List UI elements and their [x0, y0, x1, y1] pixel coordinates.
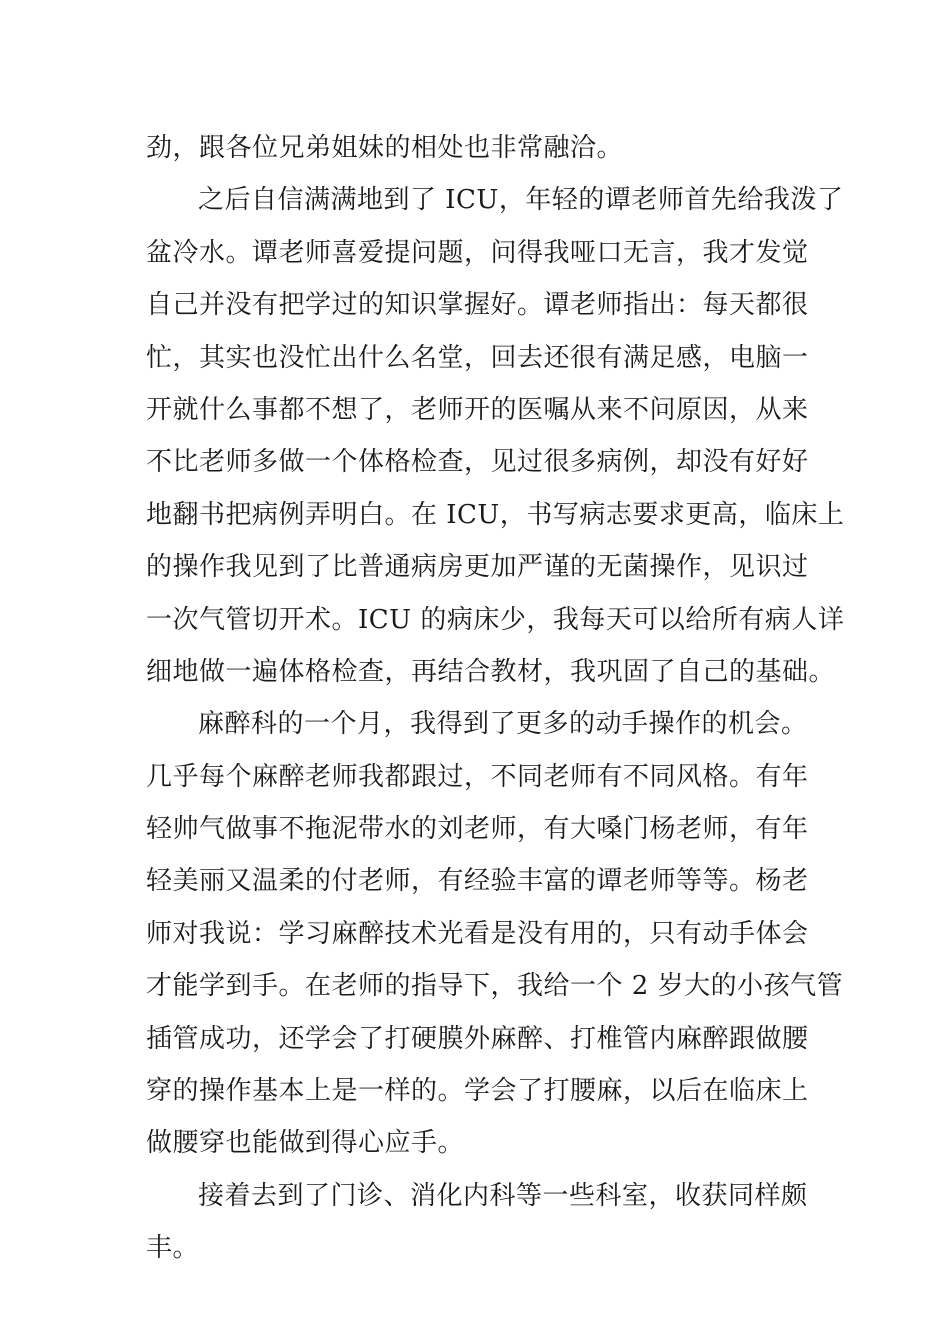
paragraph-start-line: 麻醉科的一个月，我得到了更多的动手操作的机会。: [198, 709, 808, 740]
paragraph-start-line: 之后自信满满地到了 ICU，年轻的谭老师首先给我泼了: [198, 185, 844, 216]
text-line: 穿的操作基本上是一样的。学会了打腰麻，以后在临床上: [146, 1076, 809, 1107]
text-line: 插管成功，还学会了打硬膜外麻醉、打椎管内麻醉跟做腰: [146, 1023, 809, 1054]
paragraph-start-line: 接着去到了门诊、消化内科等一些科室，收获同样颇: [198, 1180, 808, 1211]
text-line: 盆冷水。谭老师喜爱提问题，问得我哑口无言，我才发觉: [146, 237, 809, 268]
text-line: 的操作我见到了比普通病房更加严谨的无菌操作，见识过: [146, 552, 809, 583]
text-line: 轻帅气做事不拖泥带水的刘老师，有大嗓门杨老师，有年: [146, 814, 809, 845]
text-line: 做腰穿也能做到得心应手。: [146, 1128, 465, 1159]
text-line: 轻美丽又温柔的付老师，有经验丰富的谭老师等等。杨老: [146, 866, 809, 897]
text-line: 开就什么事都不想了，老师开的医嘱从来不问原因，从来: [146, 394, 809, 425]
text-line: 才能学到手。在老师的指导下，我给一个 2 岁大的小孩气管: [146, 971, 844, 1002]
text-line: 自己并没有把学过的知识掌握好。谭老师指出：每天都很: [146, 290, 809, 321]
text-line: 地翻书把病例弄明白。在 ICU，书写病志要求更高，临床上: [146, 499, 845, 530]
text-line: 一次气管切开术。ICU 的病床少，我每天可以给所有病人详: [146, 604, 845, 635]
text-line: 丰。: [146, 1233, 200, 1264]
text-line: 细地做一遍体格检查，再结合教材，我巩固了自己的基础。: [146, 656, 836, 687]
text-line: 劲，跟各位兄弟姐妹的相处也非常融洽。: [146, 133, 624, 163]
text-line: 忙，其实也没忙出什么名堂，回去还很有满足感，电脑一: [146, 342, 809, 373]
text-line: 几乎每个麻醉老师我都跟过，不同老师有不同风格。有年: [146, 761, 809, 792]
text-line: 不比老师多做一个体格检查，见过很多病例，却没有好好: [146, 447, 809, 478]
body-text: [146, 122, 845, 1275]
text-line: 师对我说：学习麻醉技术光看是没有用的，只有动手体会: [146, 918, 809, 949]
